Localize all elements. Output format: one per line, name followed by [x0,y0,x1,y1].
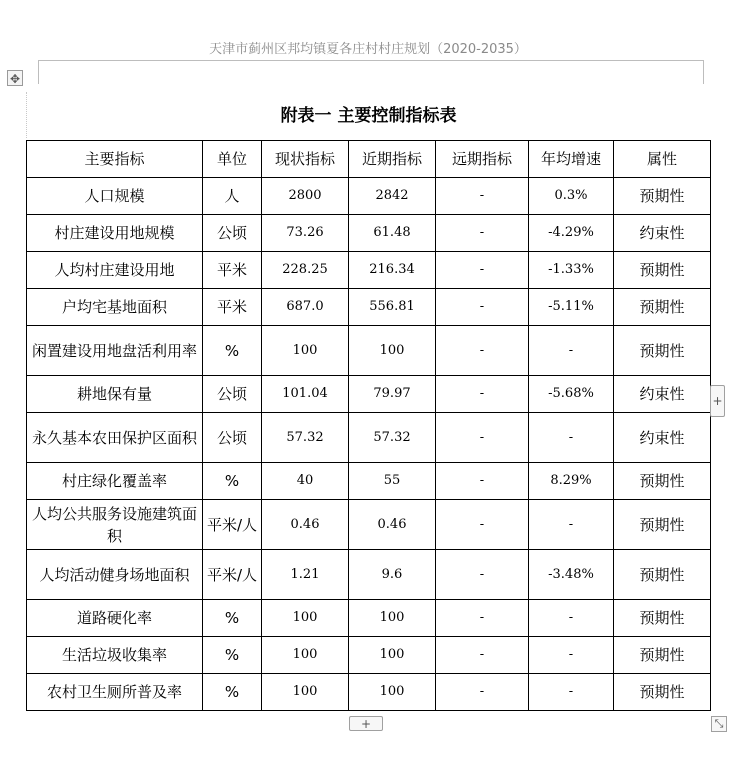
current-value: 100 [262,326,349,376]
current-value: 73.26 [262,215,349,252]
unit-cell: 平米/人 [203,500,262,550]
unit-cell: % [203,463,262,500]
near-term-value: 100 [349,600,436,637]
annual-growth: - [529,600,614,637]
current-value: 1.21 [262,550,349,600]
column-header: 单位 [203,141,262,178]
current-value: 100 [262,600,349,637]
near-term-value: 57.32 [349,413,436,463]
attribute-cell: 预期性 [614,326,711,376]
table-move-handle-icon[interactable]: ✥ [7,70,23,86]
column-header: 远期指标 [436,141,529,178]
add-row-button[interactable]: + [349,716,383,731]
annual-growth: - [529,500,614,550]
column-header: 近期指标 [349,141,436,178]
attribute-cell: 预期性 [614,178,711,215]
near-term-value: 2842 [349,178,436,215]
unit-cell: 公顷 [203,413,262,463]
indicator-name: 永久基本农田保护区面积 [27,413,203,463]
table-row [27,550,711,600]
table-row [27,674,711,711]
long-term-value: - [436,463,529,500]
near-term-value: 61.48 [349,215,436,252]
annual-growth: - [529,674,614,711]
attribute-cell: 预期性 [614,252,711,289]
indicator-name: 村庄建设用地规模 [27,215,203,252]
unit-cell: 平米 [203,289,262,326]
long-term-value: - [436,376,529,413]
table-row [27,500,711,550]
near-term-value: 100 [349,674,436,711]
current-value: 100 [262,637,349,674]
table-row [27,637,711,674]
near-term-value: 55 [349,463,436,500]
near-term-value: 9.6 [349,550,436,600]
current-value: 57.32 [262,413,349,463]
column-header: 年均增速 [529,141,614,178]
add-column-button[interactable]: + [710,385,725,417]
attribute-cell: 预期性 [614,463,711,500]
long-term-value: - [436,500,529,550]
attribute-cell: 预期性 [614,637,711,674]
attribute-cell: 约束性 [614,215,711,252]
column-header: 主要指标 [27,141,203,178]
long-term-value: - [436,252,529,289]
near-term-value: 216.34 [349,252,436,289]
long-term-value: - [436,215,529,252]
table-header-row [27,141,711,178]
current-value: 101.04 [262,376,349,413]
column-header: 属性 [614,141,711,178]
unit-cell: 公顷 [203,215,262,252]
table-row [27,376,711,413]
table-row [27,178,711,215]
header-rule [38,60,704,61]
table-resize-handle-icon[interactable]: ⤡ [711,716,727,732]
annual-growth: - [529,326,614,376]
current-value: 687.0 [262,289,349,326]
unit-cell: % [203,600,262,637]
current-value: 40 [262,463,349,500]
long-term-value: - [436,600,529,637]
unit-cell: % [203,326,262,376]
unit-cell: 平米/人 [203,550,262,600]
annual-growth: 0.3% [529,178,614,215]
indicator-name: 人均村庄建设用地 [27,252,203,289]
annual-growth: - [529,413,614,463]
annual-growth: -1.33% [529,252,614,289]
current-value: 228.25 [262,252,349,289]
unit-cell: 人 [203,178,262,215]
long-term-value: - [436,637,529,674]
table-row [27,289,711,326]
current-value: 100 [262,674,349,711]
table-row [27,215,711,252]
attribute-cell: 约束性 [614,413,711,463]
indicator-name: 人均公共服务设施建筑面积 [27,500,203,550]
unit-cell: % [203,674,262,711]
attribute-cell: 约束性 [614,376,711,413]
annual-growth: -4.29% [529,215,614,252]
long-term-value: - [436,413,529,463]
indicator-table [26,92,711,711]
long-term-value: - [436,178,529,215]
indicator-name: 耕地保有量 [27,376,203,413]
near-term-value: 0.46 [349,500,436,550]
current-value: 2800 [262,178,349,215]
near-term-value: 100 [349,326,436,376]
indicator-name: 人均活动健身场地面积 [27,550,203,600]
near-term-value: 100 [349,637,436,674]
indicator-name: 生活垃圾收集率 [27,637,203,674]
unit-cell: % [203,637,262,674]
indicator-name: 户均宅基地面积 [27,289,203,326]
attribute-cell: 预期性 [614,674,711,711]
unit-cell: 平米 [203,252,262,289]
near-term-value: 79.97 [349,376,436,413]
long-term-value: - [436,674,529,711]
indicator-name: 道路硬化率 [27,600,203,637]
indicator-name: 闲置建设用地盘活利用率 [27,326,203,376]
margin-corner-right [703,60,704,84]
annual-growth: -3.48% [529,550,614,600]
column-header: 现状指标 [262,141,349,178]
indicator-name: 农村卫生厕所普及率 [27,674,203,711]
unit-cell: 公顷 [203,376,262,413]
annual-growth: -5.11% [529,289,614,326]
long-term-value: - [436,550,529,600]
annual-growth: -5.68% [529,376,614,413]
table-row [27,252,711,289]
current-value: 0.46 [262,500,349,550]
attribute-cell: 预期性 [614,289,711,326]
table-row [27,326,711,376]
near-term-value: 556.81 [349,289,436,326]
attribute-cell: 预期性 [614,600,711,637]
table-row [27,463,711,500]
long-term-value: - [436,289,529,326]
table-row [27,600,711,637]
attribute-cell: 预期性 [614,550,711,600]
annual-growth: 8.29% [529,463,614,500]
document-header: 天津市蓟州区邦均镇夏各庄村村庄规划（2020-2035） [209,42,527,57]
indicator-name: 人口规模 [27,178,203,215]
indicator-name: 村庄绿化覆盖率 [27,463,203,500]
margin-corner-left [38,60,39,84]
long-term-value: - [436,326,529,376]
attribute-cell: 预期性 [614,500,711,550]
table-title: 附表一 主要控制指标表 [27,92,711,141]
annual-growth: - [529,637,614,674]
table-row [27,413,711,463]
